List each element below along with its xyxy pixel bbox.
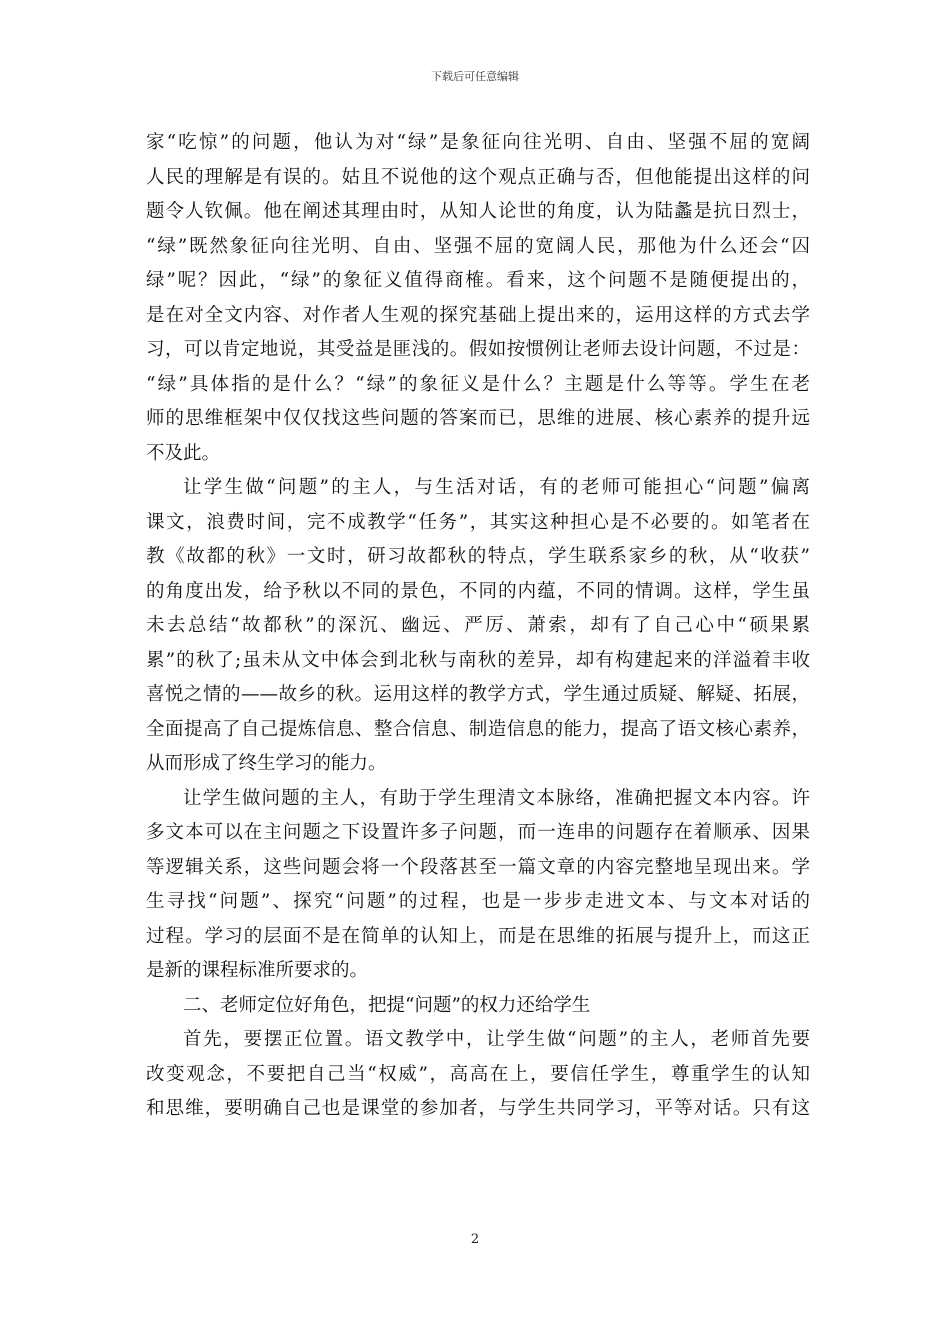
page-number: 2 [470,1232,480,1247]
text-line: 让学生做“问题”的主人，与生活对话，有的老师可能担心“问题”偏离 [183,477,810,498]
text-line: 和思维，要明确自己也是课堂的参加者，与学生共同学习，平等对话。只有这 [146,1098,810,1119]
text-line: 的角度出发，给予秋以不同的景色，不同的内蕴，不同的情调。这样，学生虽 [146,580,810,602]
text-line: 喜悦之情的——故乡的秋。运用这样的教学方式，学生通过质疑、解疑、拓展， [146,684,810,705]
text-line: 全面提高了自己提炼信息、整合信息、制造信息的能力，提高了语文核心素养， [146,718,810,740]
text-line: 过程。学习的层面不是在简单的认知上，而是在思维的拓展与提升上，而这正 [146,925,810,947]
text-line: 等逻辑关系，这些问题会将一个段落甚至一篇文章的内容完整地呈现出来。学 [146,856,810,878]
text-line: 课文，浪费时间，完不成教学“任务”，其实这种担心是不必要的。如笔者在 [146,511,810,533]
text-line: 改变观念，不要把自己当“权威”，高高在上，要信任学生，尊重学生的认知 [146,1063,810,1085]
text-line: 题令人钦佩。他在阐述其理由时，从知人论世的角度，认为陆蠡是抗日烈士， [146,201,810,222]
text-line: “绿”具体指的是什么？“绿”的象征义是什么？主题是什么等等。学生在老 [146,373,810,395]
text-line: 是新的课程标准所要求的。 [146,960,369,981]
text-line: 让学生做问题的主人，有助于学生理清文本脉络，准确把握文本内容。许 [183,787,810,809]
text-line: 不及此。 [146,442,221,464]
text-line: 未去总结“故都秋”的深沉、幽远、严厉、萧索，却有了自己心中“硕果累 [146,615,810,636]
text-line: 多文本可以在主问题之下设置许多子问题，而一连串的问题存在着顺承、因果 [146,822,810,843]
text-line: “绿”既然象征向往光明、自由、坚强不屈的宽阔人民，那他为什么还会“囚 [146,235,810,257]
document-body [146,126,810,1127]
text-line: 生寻找“问题”、探究“问题”的过程，也是一步步走进文本、与文本对话的 [146,891,810,912]
text-line: 教《故都的秋》一文时，研习故都秋的特点，学生联系家乡的秋，从“收获” [146,546,810,567]
text-line: 绿”呢？因此，“绿”的象征义值得商榷。看来，这个问题不是随便提出的， [146,270,810,291]
text-line: 师的思维框架中仅仅找这些问题的答案而已，思维的进展、核心素养的提升远 [146,408,810,429]
text-line: 是在对全文内容、对作者人生观的探究基础上提出来的，运用这样的方式去学 [146,304,810,326]
text-line: 从而形成了终生学习的能力。 [146,753,387,774]
text-line: 人民的理解是有误的。姑且不说他的这个观点正确与否，但他能提出这样的问 [146,166,810,188]
text-line: 首先，要摆正位置。语文教学中，让学生做“问题”的主人，老师首先要 [183,1029,810,1050]
text-line: 家“吃惊”的问题，他认为对“绿”是象征向往光明、自由、坚强不屈的宽阔 [146,132,810,153]
page-header: 下载后可任意编辑 [431,70,519,83]
text-line: 二、老师定位好角色，把提“问题”的权力还给学生 [183,994,591,1016]
text-line: 累”的秋了;虽未从文中体会到北秋与南秋的差异，却有构建起来的洋溢着丰收 [146,649,810,671]
text-line: 习，可以肯定地说，其受益是匪浅的。假如按惯例让老师去设计问题，不过是： [146,339,810,360]
